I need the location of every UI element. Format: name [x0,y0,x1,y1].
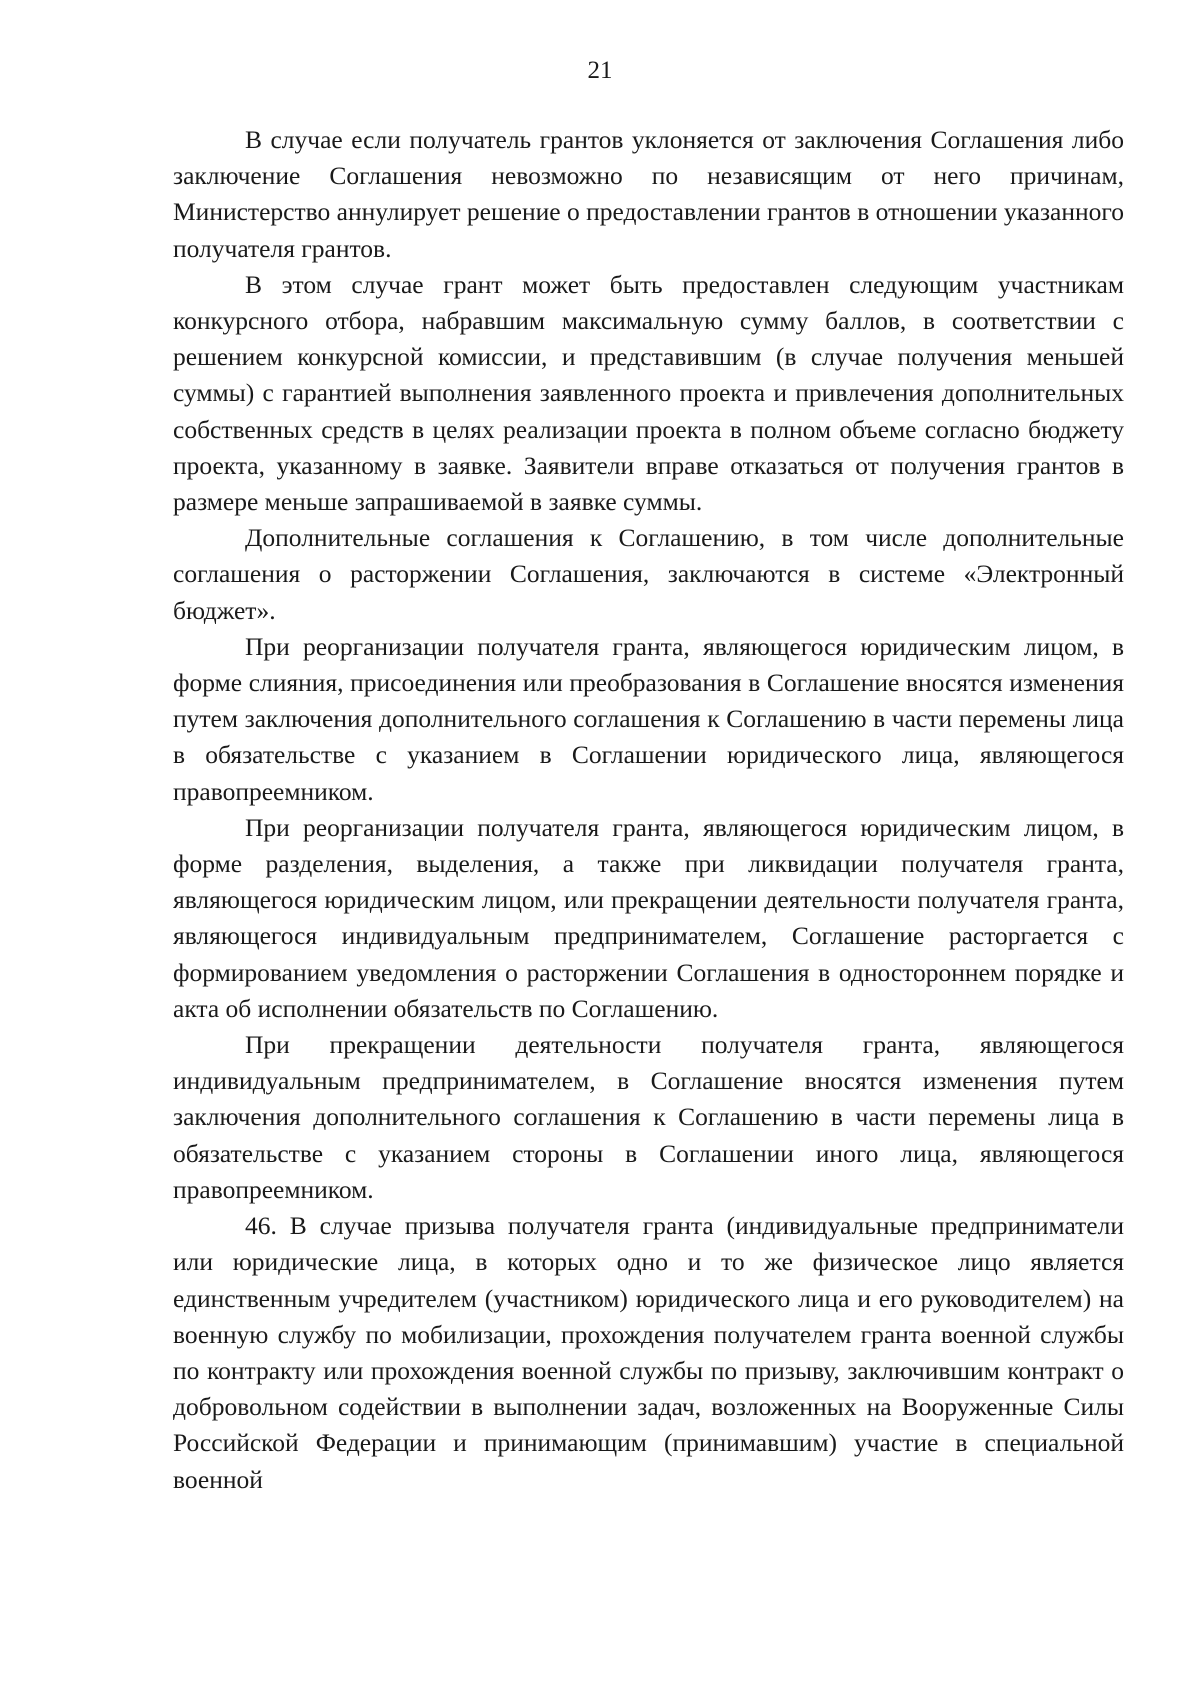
paragraph-reorganization-merger: При реорганизации получателя гранта, являющегося юридическим лицом, в форме слияния, присоединения или преобразования в Соглашение вносятся изменения путем заключения дополнительного соглашения к Соглашению в части перемены лица в обязательстве с указанием в Соглашении юридического лица, являющегося правопреемником. [173,631,1124,806]
paragraph-entrepreneur-termination: При прекращении деятельности получателя гранта, являющегося индивидуальным предпринимателем, в Соглашение вносятся изменения путем заключения дополнительного соглашения к Соглашению в части перемены лица в обязательстве с указанием стороны в Соглашении иного лица, являющегося правопреемником. [173,1030,1124,1204]
paragraph-agreement-evasion: В случае если получатель грантов уклоняется от заключения Соглашения либо заключение Соглашения невозможно по независящим от него причинам, Министерство аннулирует решение о предоставлении грантов в отношении указанного получателя грантов. [173,125,1124,263]
paragraph-additional-agreements: Дополнительные соглашения к Соглашению, в том числе дополнительные соглашения о расторжении Соглашения, заключаются в системе «Электронный бюджет». [173,523,1124,625]
document-body [173,122,1124,1498]
paragraph-46-military-service: 46. В случае призыва получателя гранта (индивидуальные предприниматели или юридические лица, в которых одно и то же физическое лицо является единственным учредителем (участником) юридического лица и его руководителем) на военную службу по мобилизации, прохождения получателем гранта военной службы по контракту или прохождения военной службы по призыву, заключившим контракт о добровольном содействии в выполнении задач, возложенных на Вооруженные Силы Российской Федерации и принимающим (принимавшим) участие в специальной военной [173,1211,1124,1494]
page-number: 21 [587,57,613,84]
paragraph-grant-to-next-participants: В этом случае грант может быть предоставлен следующим участникам конкурсного отбора, набравшим максимальную сумму баллов, в соответствии с решением конкурсной комиссии, и представившим (в случае получения меньшей суммы) с гарантией выполнения заявленного проекта и привлечения дополнительных собственных средств в целях реализации проекта в полном объеме согласно бюджету проекта, указанному в заявке. Заявители вправе отказаться от получения грантов в размере меньше запрашиваемой в заявке суммы. [173,269,1124,517]
paragraph-reorganization-division: При реорганизации получателя гранта, являющегося юридическим лицом, в форме разделения, выделения, а также при ликвидации получателя гранта, являющегося юридическим лицом, или прекращении деятельности получателя гранта, являющегося индивидуальным предпринимателем, Соглашение расторгается с формированием уведомления о расторжении Соглашения в одностороннем порядке и акта об исполнении обязательств по Соглашению. [173,812,1124,1023]
